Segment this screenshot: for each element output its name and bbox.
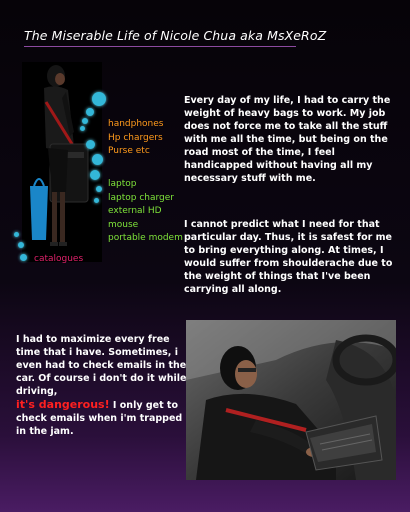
bubble-dot (82, 118, 88, 124)
paragraph-check-emails (16, 333, 191, 438)
catalogues-label: catalogues (34, 254, 84, 264)
list-item: laptop charger (108, 192, 174, 203)
photo-laptop-in-car (186, 320, 396, 480)
list-item: mouse (108, 219, 139, 230)
paragraph-heavy-bags: Every day of my life, I had to carry the weight of heavy bags to work. My job does not force me to take all the stuff with me all the time, but being on the road most of the time, I feel handicapped without having all my necessary stuff with me. (184, 95, 391, 184)
items-list-personal (108, 118, 164, 159)
paragraph-text: I had to maximize every free time that i have. Sometimes, i even had to check emails in the car. Of course i don't do it while driving, (16, 334, 187, 397)
paragraph-text: I only get to check emails when i'm trapped in the jam. (16, 400, 183, 437)
list-item: laptop (108, 179, 137, 189)
bubble-dot (14, 232, 19, 237)
bubble-dot (86, 108, 94, 116)
bubble-dot (86, 140, 95, 149)
list-item: Purse etc (108, 146, 150, 156)
bubble-dot (90, 170, 100, 180)
items-list-laptop (108, 178, 183, 246)
list-item: external HD (108, 206, 162, 216)
bubble-dot (20, 254, 27, 261)
list-item: portable modem (108, 233, 183, 243)
dangerous-highlight: it's dangerous! (16, 398, 110, 411)
bubble-dot (80, 126, 85, 131)
bubble-dot (18, 242, 24, 248)
photo-woman-with-bags (22, 62, 102, 262)
list-item: handphones (108, 119, 164, 129)
title-underline (24, 46, 296, 47)
bubble-dot (92, 154, 103, 165)
bubble-dot (94, 198, 99, 203)
paragraph-bring-everything: I cannot predict what I need for that particular day. Thus, it is safest for me to bring everything along. At times, I would suffer from shoulderache due to the weight of things that I've been carrying all along. (184, 219, 393, 295)
list-item: Hp chargers (108, 132, 163, 143)
bubble-dot (92, 92, 106, 106)
page-title: The Miserable Life of Nicole Chua aka MsXeRoZ (24, 28, 327, 43)
bubble-dot (96, 186, 102, 192)
